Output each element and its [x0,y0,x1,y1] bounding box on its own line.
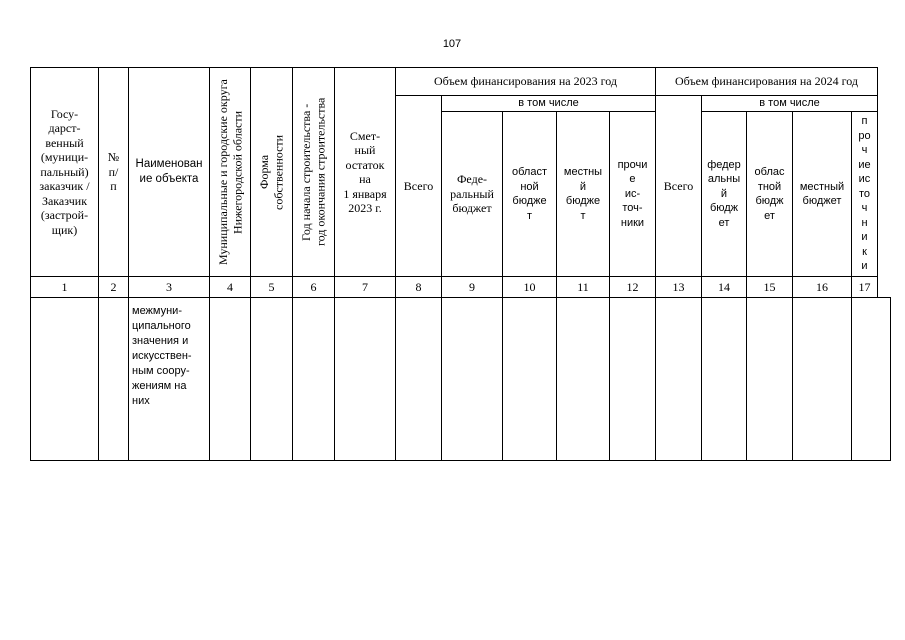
table-cell [250,297,293,461]
header-ownership-form-text: Форма собственности [257,134,286,210]
column-number: 10 [502,276,557,298]
table-cell [292,297,335,461]
column-number: 15 [746,276,793,298]
column-number: 7 [334,276,396,298]
header-funding-2024-title: Объем финансирования на 2024 год [655,67,878,96]
header-municipality [209,67,251,277]
table-cell [746,297,793,461]
column-number: 11 [556,276,610,298]
column-number: 8 [395,276,442,298]
header-funding-2023-total: Всего [395,95,442,277]
table-cell [556,297,610,461]
header-funding-2024-local: местный бюджет [792,111,852,277]
column-number: 6 [292,276,335,298]
header-funding-2023-local: местны й бюдже т [556,111,610,277]
header-funding-2023-federal: Феде- ральный бюджет [441,111,503,277]
table-cell [701,297,747,461]
column-number: 9 [441,276,503,298]
header-estimated-balance: Смет- ный остаток на 1 января 2023 г. [334,67,396,277]
table-cell [395,297,442,461]
header-ownership-form [250,67,293,277]
table-cell [441,297,503,461]
table-cell [98,297,129,461]
header-funding-2024-regional: облас тной бюдж ет [746,111,793,277]
header-funding-2024-federal: федер альны й бюдж ет [701,111,747,277]
header-customer: Госу- дарст- венный (муници- пальный) заказчик / Заказчик (застрой- щик) [30,67,99,277]
header-funding-2023-other: прочи е ис- точ- ники [609,111,656,277]
header-funding-2023-including: в том числе [441,95,656,112]
column-number: 2 [98,276,129,298]
header-municipality-text: Муниципальные и городские округа Нижегородской области [215,79,244,265]
table-cell [851,297,891,461]
table-cell [792,297,852,461]
page-number: 107 [442,38,462,50]
column-number: 12 [609,276,656,298]
header-construction-years-text: Год начала строительства - год окончания строительства [299,97,328,247]
table-cell [609,297,656,461]
table-cell-object-name: межмуни- ципального значения и искусствен- ным соору- жениям на них [128,297,210,461]
column-number: 4 [209,276,251,298]
header-funding-2023-title: Объем финансирования на 2023 год [395,67,656,96]
column-number: 17 [851,276,878,298]
header-funding-2024-other: п ро ч ие ис то ч н и к и [851,111,878,277]
column-number: 5 [250,276,293,298]
header-construction-years [292,67,335,277]
header-funding-2024-including: в том числе [701,95,878,112]
column-number: 3 [128,276,210,298]
header-funding-2024-total: Всего [655,95,702,277]
column-number: 16 [792,276,852,298]
table-cell [209,297,251,461]
table-cell [30,297,99,461]
header-funding-2023-regional: област ной бюдже т [502,111,557,277]
column-number: 1 [30,276,99,298]
column-number: 13 [655,276,702,298]
header-row-number: № п/ п [98,67,129,277]
table-cell [334,297,396,461]
table-cell [502,297,557,461]
column-number: 14 [701,276,747,298]
table-cell [655,297,702,461]
header-object-name: Наименован ие объекта [128,67,210,277]
